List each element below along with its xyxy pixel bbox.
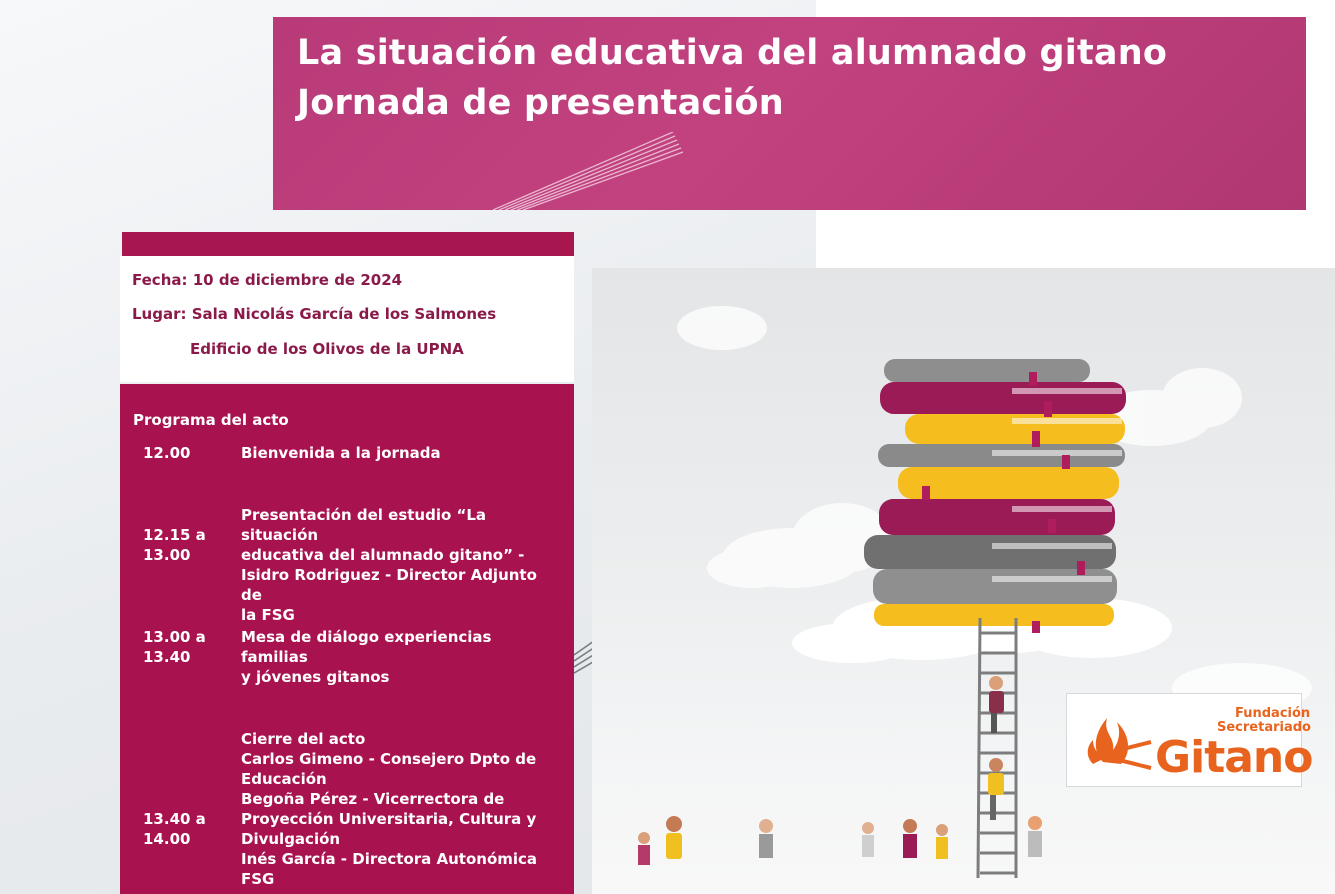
logo-line1: Fundación — [1235, 706, 1311, 721]
logo-line2: Secretariado — [1217, 720, 1311, 735]
program-item-desc: Mesa de diálogo experiencias familias y jóvenes gitanos — [241, 628, 492, 686]
flame-icon — [1073, 702, 1153, 780]
program-item-time: 13.00 a 13.40 — [143, 628, 206, 666]
program-item-time: 13.40 a 14.00 — [143, 810, 206, 848]
decorative-stripes — [483, 132, 683, 210]
books-illustration — [592, 268, 1335, 894]
fsg-logo — [1066, 693, 1313, 787]
program-title: Programa del acto — [133, 411, 289, 429]
event-subtitle: Jornada de presentación — [297, 83, 784, 123]
logo-line3: Gitano — [1155, 732, 1313, 783]
program-panel — [120, 384, 574, 894]
title-banner — [273, 17, 1306, 210]
info-header-bar — [122, 232, 574, 256]
program-item-desc: Cierre del acto Carlos Gimeno - Consejero Dpto de Educación Begoña Pérez - Vicerrectora de Proyección Universitaria, Cultura y Divulgación Inés García - Directora Autonómica FSG — [241, 730, 538, 888]
program-item-desc: Bienvenida a la jornada — [241, 444, 441, 462]
event-info-panel — [120, 256, 574, 382]
event-building: Edificio de los Olivos de la UPNA — [190, 340, 464, 358]
program-item-time: 12.15 a 13.00 — [143, 526, 206, 564]
program-item-desc: Presentación del estudio “La situación educativa del alumnado gitano” - Isidro Rodriguez - Director Adjunto de la FSG — [241, 506, 537, 624]
event-date: Fecha: 10 de diciembre de 2024 — [132, 271, 403, 289]
event-title: La situación educativa del alumnado gitano — [297, 33, 1168, 73]
program-item-time: 12.00 — [143, 444, 191, 462]
event-venue: Lugar: Sala Nicolás García de los Salmones — [132, 305, 497, 323]
